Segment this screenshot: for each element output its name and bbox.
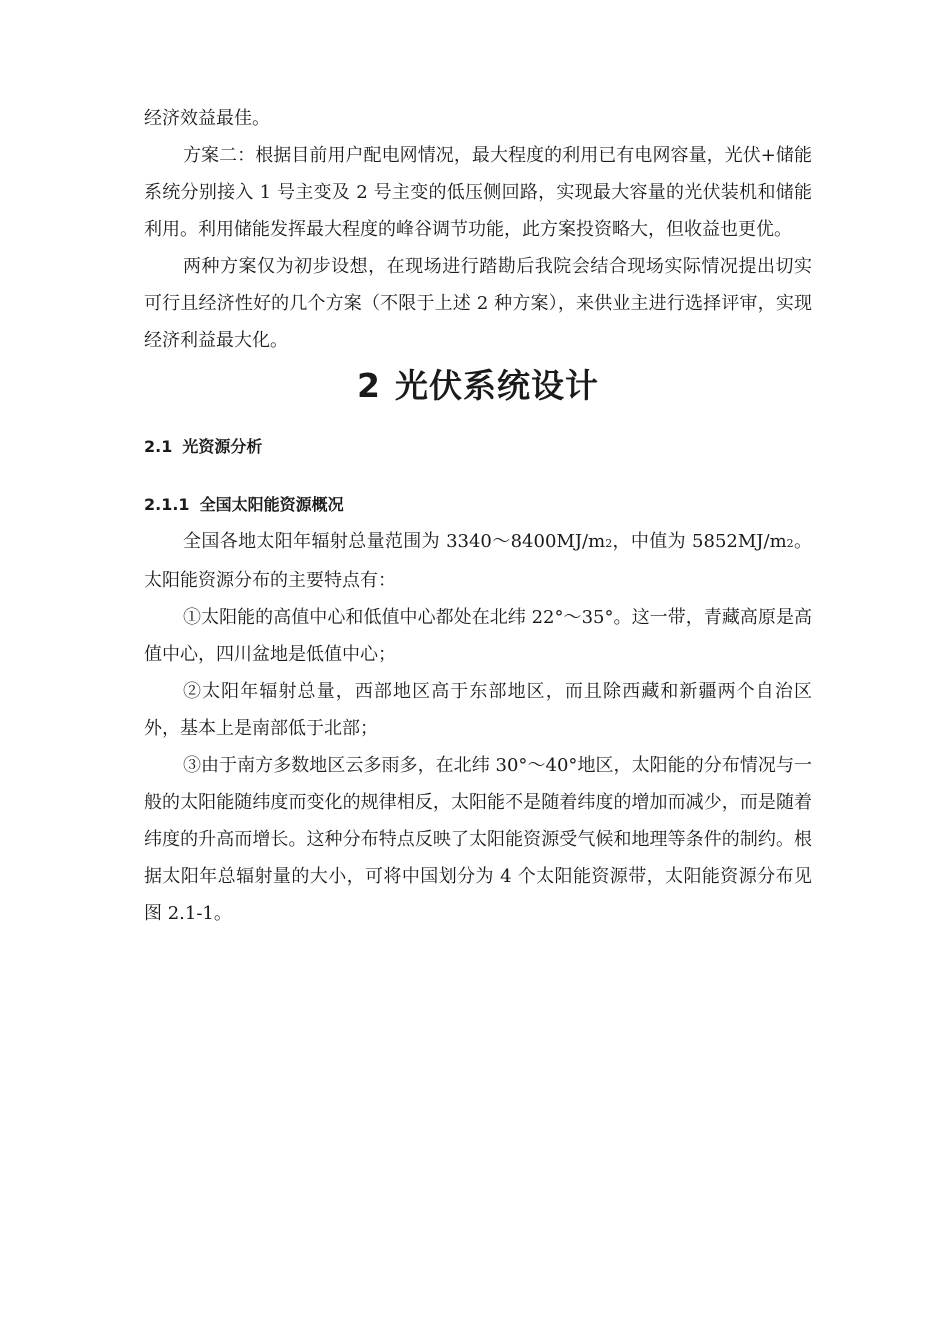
section-heading: [144, 435, 812, 459]
chapter-title: 光伏系统设计: [394, 366, 599, 405]
paragraph-point-1: ①太阳能的高值中心和低值中心都处在北纬 22°～35°。这一带，青藏高原是高值中心，四川盆地是低值中心；: [144, 607, 812, 665]
paragraph-continuation: 经济效益最佳。: [144, 108, 270, 129]
solar-intro-part1: 全国各地太阳年辐射总量范围为 3340～8400MJ/m: [183, 531, 606, 552]
subsection-heading: [144, 493, 812, 517]
solar-intro-part3: 。太阳能资源分布的主要特点有：: [144, 531, 812, 591]
chapter-heading: [144, 363, 812, 409]
paragraph-options-summary: 两种方案仅为初步设想，在现场进行踏勘后我院会结合现场实际情况提出切实可行且经济性好的几个方案（不限于上述 2 种方案），来供业主进行选择评审，实现经济利益最大化。: [144, 256, 812, 351]
subsection-number: 2.1.1: [144, 495, 190, 514]
solar-intro-part2: ，中值为 5852MJ/m: [612, 531, 787, 552]
chapter-number: 2: [357, 366, 381, 405]
paragraph-solar-intro: [144, 523, 812, 599]
section-title: 光资源分析: [182, 437, 263, 456]
paragraph-option-two: 方案二：根据目前用户配电网情况，最大程度的利用已有电网容量，光伏+储能系统分别接入 1 号主变及 2 号主变的低压侧回路，实现最大容量的光伏装机和储能利用。利用储能发挥最大程度的峰谷调节功能，此方案投资略大，但收益也更优。: [144, 145, 812, 240]
paragraph-point-3: ③由于南方多数地区云多雨多，在北纬 30°～40°地区，太阳能的分布情况与一般的太阳能随纬度而变化的规律相反，太阳能不是随着纬度的增加而减少，而是随着纬度的升高而增长。这种分布特点反映了太阳能资源受气候和地理等条件的制约。根据太阳年总辐射量的大小，可将中国划分为 4 个太阳能资源带，太阳能资源分布见图 2.1-1。: [144, 755, 812, 924]
unit-exponent-1: 2: [605, 537, 613, 550]
section-number: 2.1: [144, 437, 173, 456]
subsection-title: 全国太阳能资源概况: [199, 495, 344, 514]
paragraph-point-2: ②太阳年辐射总量，西部地区高于东部地区，而且除西藏和新疆两个自治区外，基本上是南部低于北部；: [144, 681, 812, 739]
unit-exponent-2: 2: [786, 537, 794, 550]
page-content: [144, 100, 812, 932]
